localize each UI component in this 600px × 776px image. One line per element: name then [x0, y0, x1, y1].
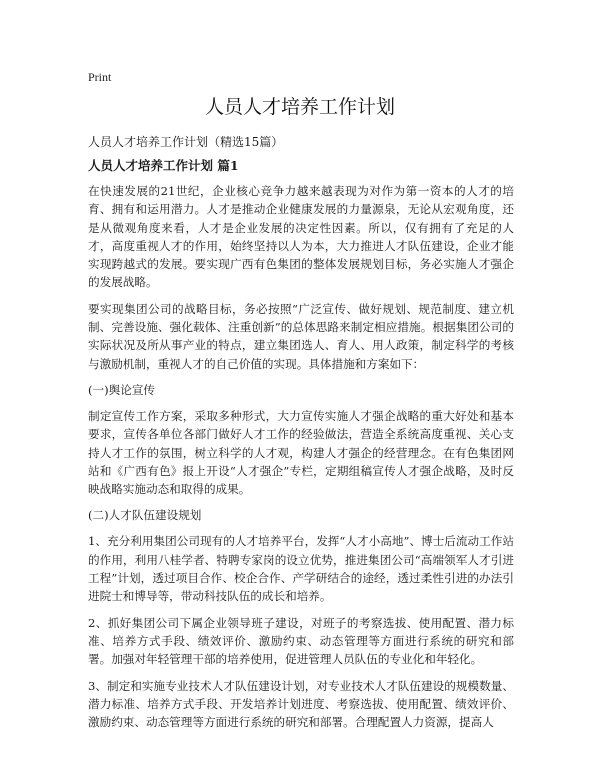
section-heading-talent-planning: (二)人才队伍建设规划 — [88, 508, 202, 523]
document-subtitle: 人员人才培养工作计划（精选15篇） — [88, 135, 284, 149]
talent-plan-item-3: 3、制定和实施专业技术人才队伍建设计划，对专业技术人才队伍建设的规模数量、潜力标准、培养方式手段、开发培养计划进度、考察选拔、使用配置、绩效评价、激励约束、动态管理等方面进行系统的研究和部署。合理配置人力资源，提高人 — [88, 678, 514, 730]
print-link[interactable]: Print — [88, 70, 112, 84]
intro-paragraph: 在快速发展的21世纪，企业核心竞争力越来越表现为对作为第一资本的人才的培育、拥有和运用潜力。人才是推动企业健康发展的力量源泉，无论从宏观角度，还是从微观角度来看，人才是企业发展的决定性因素。所以，仅有拥有了充足的人才，高度重视人才的作用，始终坚持以人为本，大力推进人才队伍建设，企业才能实现跨越式的发展。要实现广西有色集团的整体发展规划目标，务必实施人才强企的发展战略。 — [88, 184, 514, 290]
document-title: 人员人才培养工作计划 — [204, 96, 395, 118]
document-body — [88, 134, 514, 739]
talent-plan-item-2: 2、抓好集团公司下属企业领导班子建设，对班子的考察选拔、使用配置、潜力标准、培养方式手段、绩效评价、激励约束、动态管理等方面进行系统的研究和部署。加强对年轻管理干部的培养使用，促进管理人员队伍的专业化和年轻化。 — [88, 615, 514, 667]
section-heading-publicity: (一)舆论宣传 — [88, 382, 156, 397]
strategy-paragraph: 要实现集团公司的战略目标，务必按照“广泛宣传、做好规划、规范制度、建立机制、完善设施、强化载体、注重创新”的总体思路来制定相应措施。根据集团公司的实际状况及所从事产业的特点，建立集团选人、育人、用人政策，制定科学的考核与激励机制，重视人才的自己价值的实现。具体措施和方案如下： — [88, 301, 514, 371]
talent-plan-item-1: 1、充分利用集团公司现有的人才培养平台，发挥“人才小高地”、博士后流动工作站的作用，利用八桂学者、特聘专家岗的设立优势，推进集团公司“高端领军人才引进工程”计划，透过项目合作、校企合作、产学研结合的途经，透过柔性引进的办法引进院士和博导等，带动科技队伍的成长和培养。 — [88, 534, 514, 604]
article-heading: 人员人才培养工作计划 篇1 — [88, 158, 239, 173]
publicity-paragraph: 制定宣传工作方案，采取多种形式，大力宣传实施人才强企战略的重大好处和基本要求，宣传各单位各部门做好人才工作的经验做法，营造全系统高度重视、关心支持人才工作的氛围，树立科学的人才观，构建人才强企的经营理念。在有色集团网站和《广西有色》报上开设“人才强企”专栏，定期组稿宣传人才强企战略，及时反映战略实施动态和取得的成果。 — [88, 408, 514, 497]
